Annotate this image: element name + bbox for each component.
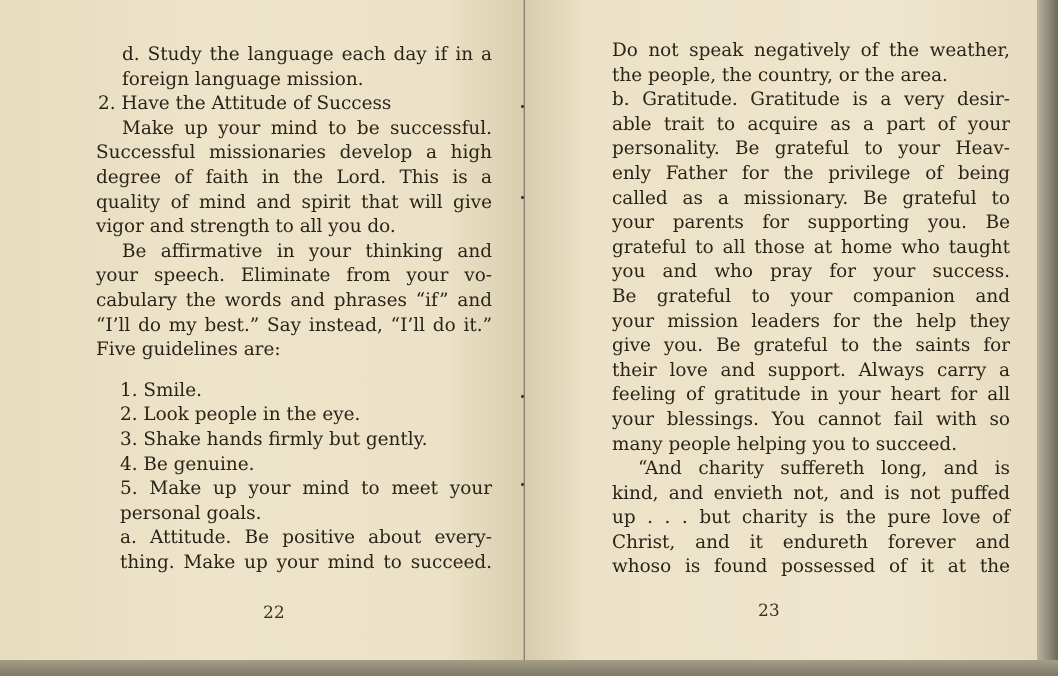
text-line: quality of mind and spirit that will give	[96, 191, 492, 213]
print-speck	[521, 196, 524, 199]
text-line: Do not speak negatively of the weather,	[612, 40, 1010, 61]
text-line: d. Study the language each day if in a	[122, 44, 492, 65]
right-page-body	[612, 39, 1010, 580]
text-line: your mission leaders for the help they	[612, 310, 1010, 332]
book-cover-edge	[1037, 0, 1058, 676]
print-speck	[521, 395, 524, 398]
text-line: give you. Be grateful to the saints for	[612, 335, 1010, 357]
text-line: kind, and envieth not, and is not puffed	[612, 482, 1010, 504]
text-line: you and who pray for your success.	[612, 261, 1010, 283]
text-line: your blessings. You cannot fail with so	[612, 408, 1010, 430]
text-line: degree of faith in the Lord. This is a	[96, 166, 492, 188]
text-line: “I’ll do my best.” Say instead, “I’ll do it.”	[96, 314, 492, 336]
text-line: Five guidelines are:	[96, 339, 281, 361]
list-item: 3. Shake hands firmly but gently.	[120, 428, 428, 450]
text-line: a. Attitude. Be positive about every-	[120, 527, 492, 549]
list-item: 2. Look people in the eye.	[120, 404, 361, 426]
text-line: up . . . but charity is the pure love of	[612, 507, 1010, 529]
list-item: 5. Make up your mind to meet your	[120, 478, 492, 500]
right-page	[525, 0, 1037, 660]
section-heading: 2. Have the Attitude of Success	[98, 93, 392, 115]
text-line: able trait to acquire as a part of your	[612, 113, 1010, 135]
print-speck	[521, 483, 524, 486]
text-line: Successful missionaries develop a high	[96, 142, 492, 164]
text-line: your parents for supporting you. Be	[612, 212, 1010, 234]
text-line: “And charity suffereth long, and is	[638, 458, 1010, 480]
text-line: feeling of gratitude in your heart for all	[612, 384, 1010, 406]
text-line: Be grateful to your companion and	[612, 285, 1010, 307]
text-line: enly Father for the privilege of being	[612, 162, 1010, 184]
text-line: called as a missionary. Be grateful to	[612, 187, 1010, 209]
text-line: your speech. Eliminate from your vo-	[96, 265, 492, 287]
page-number: 23	[758, 601, 780, 621]
text-line: their love and support. Always carry a	[612, 359, 1010, 381]
text-line: cabulary the words and phrases “if” and	[96, 289, 492, 311]
text-line: vigor and strength to all you do.	[96, 216, 396, 238]
text-line: the people, the country, or the area.	[612, 64, 948, 86]
text-line: grateful to all those at home who taught	[612, 236, 1010, 258]
list-item: 4. Be genuine.	[120, 453, 255, 475]
text-line: whoso is found possessed of it at the	[612, 556, 1010, 578]
left-page	[0, 0, 524, 660]
text-line: foreign language mission.	[122, 68, 364, 90]
text-line: Christ, and it endureth forever and	[612, 531, 1010, 553]
text-line: b. Gratitude. Gratitude is a very desir-	[612, 89, 1010, 111]
left-page-body	[96, 43, 492, 575]
print-speck	[521, 105, 524, 108]
text-line: Be affirmative in your thinking and	[122, 240, 492, 262]
text-line: personality. Be grateful to your Heav-	[612, 138, 1010, 160]
paragraph-gap	[96, 363, 492, 379]
list-item: personal goals.	[120, 502, 262, 524]
text-line: thing. Make up your mind to succeed.	[120, 551, 492, 573]
book-bottom-edge	[0, 660, 1058, 676]
text-line: Make up your mind to be successful.	[122, 117, 492, 139]
page-number: 22	[263, 603, 285, 623]
text-line: many people helping you to succeed.	[612, 433, 958, 455]
list-item: 1. Smile.	[120, 379, 202, 401]
